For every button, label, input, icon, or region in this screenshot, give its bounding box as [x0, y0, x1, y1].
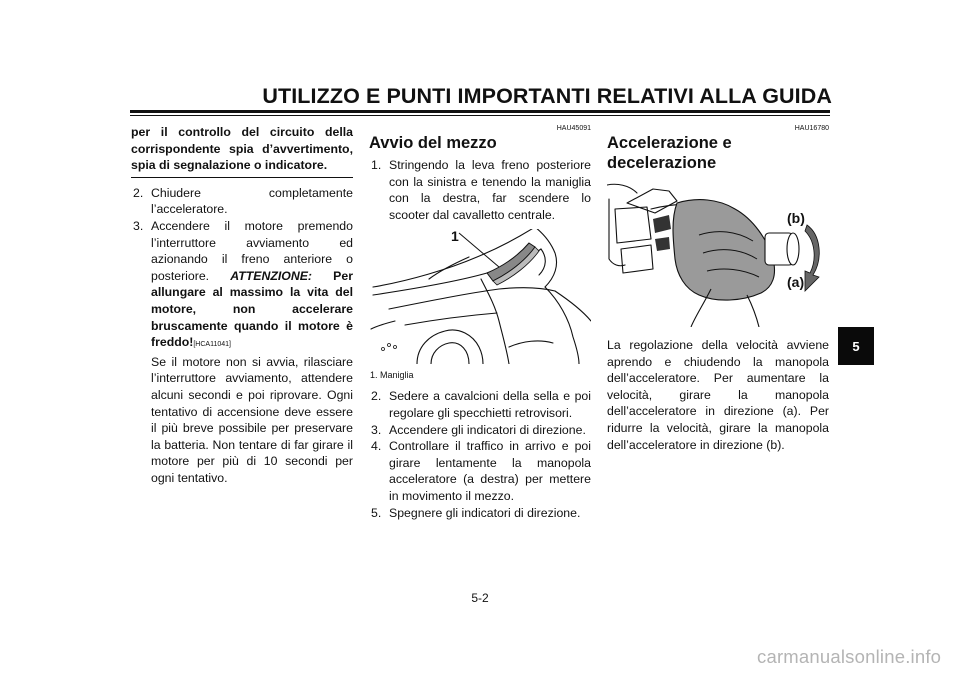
column-middle	[369, 124, 591, 521]
warning-code: [HCA11041]	[193, 341, 231, 349]
start-steps-list	[131, 185, 353, 487]
step-number: 2.	[371, 389, 382, 404]
step-number: 2.	[133, 185, 144, 200]
hand-on-throttle-drawing	[607, 179, 829, 327]
direction-label-b: (b)	[787, 210, 805, 226]
section-code: HAU16780	[794, 125, 829, 132]
chapter-tab: 5	[838, 327, 874, 365]
column-left	[131, 124, 353, 486]
step-text: Controllare il traffico in arrivo e poi girare lentamente la manopola acceleratore (a destra) per mettere in movimento il mezzo.	[389, 439, 591, 503]
figure-caption: 1. Maniglia	[370, 370, 414, 381]
header-rule-thick	[130, 110, 830, 113]
step-number: 3.	[133, 218, 144, 233]
list-item	[369, 438, 591, 504]
list-item	[131, 185, 353, 218]
throttle-illustration	[607, 179, 829, 327]
list-item	[369, 422, 591, 439]
grab-handle-illustration	[369, 229, 591, 364]
attention-label: ATTENZIONE:	[230, 268, 313, 283]
step-text: Accendere gli indicatori di direzione.	[389, 422, 586, 437]
step-number: 4.	[371, 439, 382, 454]
warning-text: Per allungare al massimo la vita del motore, non accelerare bruscamente quando il motore è freddo!	[151, 268, 353, 350]
throttle-paragraph: La regolazione della velocità avviene aprendo e chiudendo la manopola dell’acceleratore. Per aumentare la velocità, girare la manopola dell’acceleratore in direzione (a). Per ridurre la velocità, girare la manopola dell’acceleratore in direzione (b).	[607, 338, 829, 452]
watermark: carmanualsonline.info	[757, 646, 942, 667]
figure-callout-1: 1	[451, 229, 459, 245]
step-number: 5.	[371, 505, 382, 520]
list-item	[369, 157, 591, 223]
scooter-rear-drawing	[369, 229, 591, 364]
column-right	[607, 124, 829, 453]
page-title: UTILIZZO E PUNTI IMPORTANTI RELATIVI ALLA GUIDA	[262, 84, 832, 108]
step-text: Accendere il motore premendo l’interruttore avviamento ed azionando il freno anteriore o posteriore.	[151, 218, 353, 283]
list-item	[369, 388, 591, 421]
intro-bold-text: per il controllo del circuito della corrispondente spia d’avvertimento, spia di segnalazione o indicatore.	[131, 124, 353, 178]
step-text: Chiudere completamente l’acceleratore.	[151, 185, 353, 217]
direction-label-a: (a)	[787, 274, 805, 290]
step-text: Sedere a cavalcioni della sella e poi regolare gli specchietti retrovisori.	[389, 389, 591, 420]
step-number: 3.	[371, 422, 382, 437]
section-heading: Accelerazione e decelerazione	[607, 134, 732, 172]
step-text: Stringendo la leva freno posteriore con la sinistra e tenendo la maniglia con la destra, far scendere lo scooter dal cavalletto centrale.	[389, 158, 591, 222]
step-text: Spegnere gli indicatori di direzione.	[389, 505, 581, 520]
step-number: 1.	[371, 158, 382, 172]
header-rule-thin	[130, 115, 830, 116]
ride-steps-list-b	[369, 388, 591, 521]
list-item	[131, 218, 353, 487]
page-number: 5-2	[471, 591, 489, 605]
list-item	[369, 505, 591, 522]
ride-steps-list-a	[369, 157, 591, 223]
section-heading: Avvio del mezzo	[369, 134, 497, 152]
section-code: HAU45091	[556, 125, 591, 132]
step-text-continued: Se il motore non si avvia, rilasciare l’interruttore avviamento, attendere alcuni secondi e poi riprovare. Ogni tentativo di accensione deve essere il più breve possibile per preservare la batteria. Non tentare di far girare il motore per più di 10 secondi per ogni tentativo.	[151, 354, 353, 485]
